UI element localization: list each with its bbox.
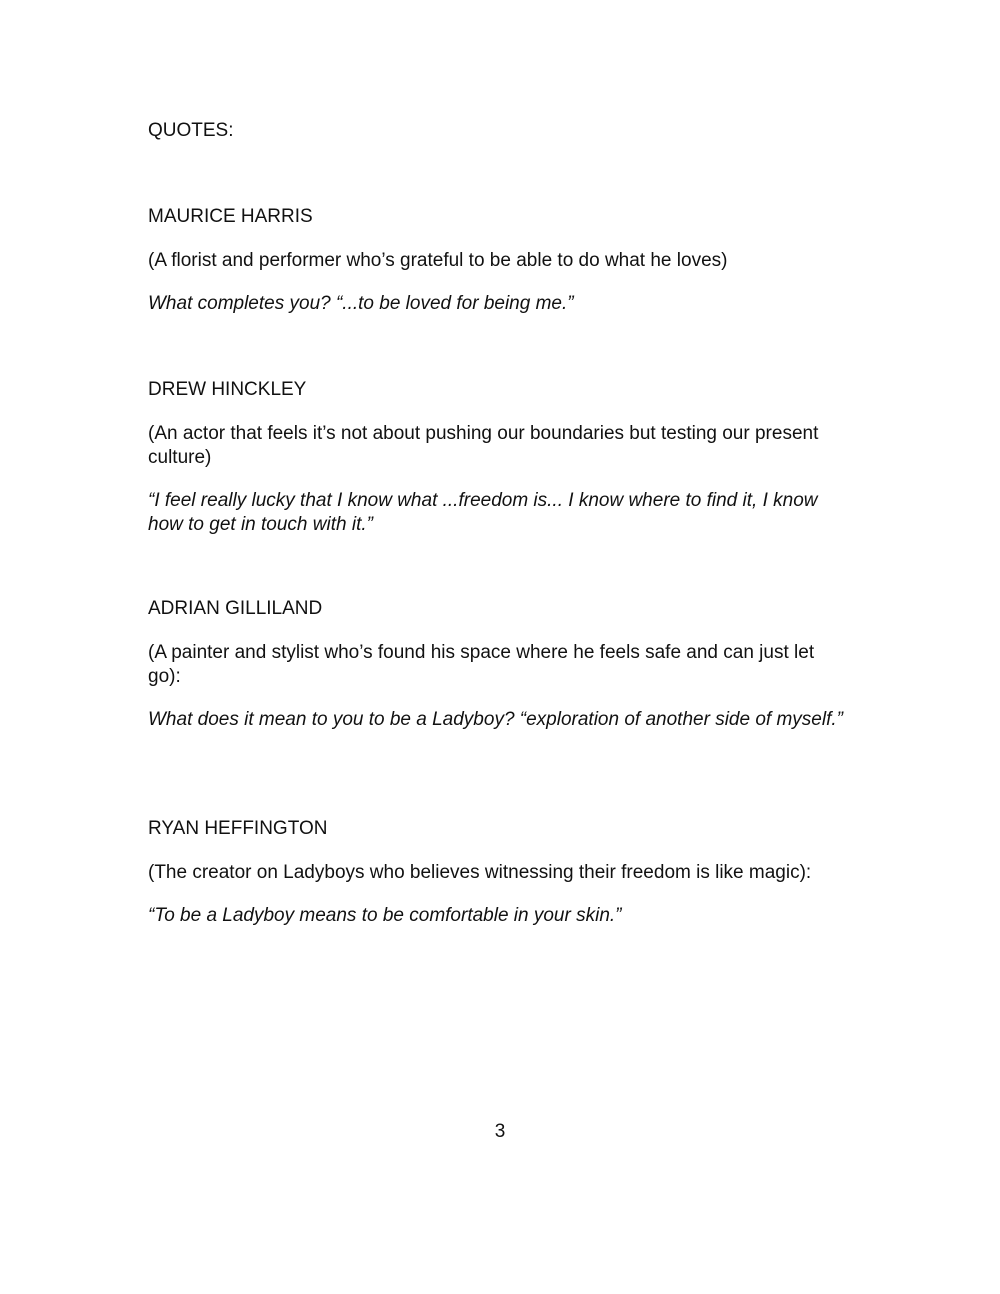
person-description: (The creator on Ladyboys who believes witnessing their freedom is like magic): [148,862,812,883]
quote-entry [148,817,848,928]
person-name: ADRIAN GILLILAND [148,598,323,619]
person-quote: “To be a Ladyboy means to be comfortable in your skin.” [148,905,622,926]
quotes-header [148,119,848,143]
person-quote: What completes you? “...to be loved for being me.” [148,293,574,314]
person-quote: “I feel really lucky that I know what ...freedom is... I know where to find it, I know how to get in touch with it.” [148,490,818,535]
quote-entry [148,205,848,316]
person-name: RYAN HEFFINGTON [148,818,328,839]
person-quote: What does it mean to you to be a Ladyboy? “exploration of another side of myself.” [148,709,843,730]
quote-entry [148,597,848,732]
person-name: MAURICE HARRIS [148,206,313,227]
page-number: 3 [494,1121,506,1142]
page-heading: QUOTES: [148,120,234,141]
person-description: (A painter and stylist who’s found his space where he feels safe and can just let go): [148,642,815,687]
person-name: DREW HINCKLEY [148,379,307,400]
person-description: (A florist and performer who’s grateful to be able to do what he loves) [148,250,728,271]
quote-entry [148,378,848,537]
person-description: (An actor that feels it’s not about pushing our boundaries but testing our present culture) [148,423,819,468]
